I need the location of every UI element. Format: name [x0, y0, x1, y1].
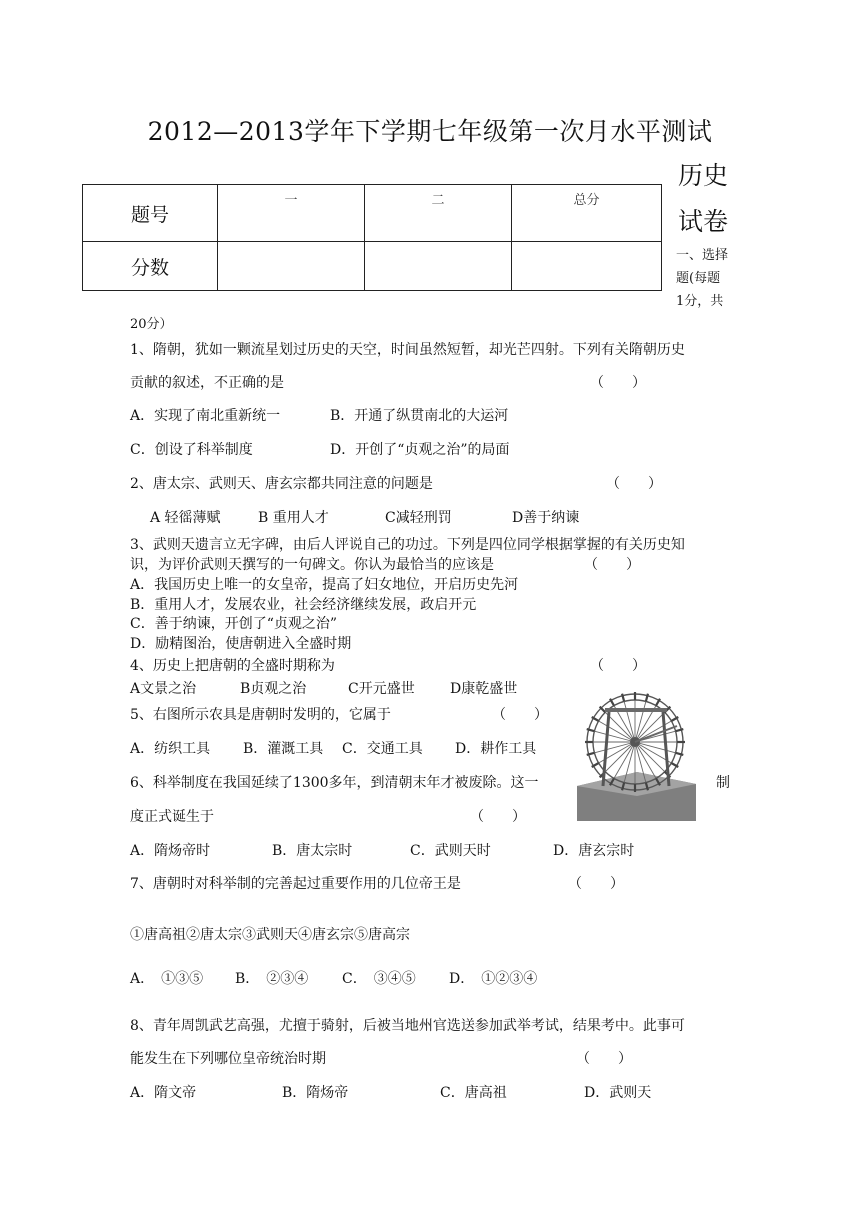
q4-option-c: C开元盛世	[348, 681, 415, 697]
q7-option-d: D． ①②③④	[449, 971, 538, 987]
q5-option-b: B．灌溉工具	[243, 741, 324, 757]
q3-option-d: D．励精图治，使唐朝进入全盛时期	[130, 636, 352, 652]
q5-stem: 5、右图所示农具是唐朝时发明的，它属于	[130, 707, 391, 723]
score-table	[82, 184, 662, 291]
q6-option-b: B．唐太宗时	[272, 843, 353, 859]
q4-stem: 4、历史上把唐朝的全盛时期称为	[130, 658, 335, 674]
q1-option-b: B．开通了纵贯南北的大运河	[330, 408, 509, 424]
q2-option-b: B 重用人才	[258, 510, 329, 526]
col-header-part2: 二	[365, 185, 512, 242]
section-header-line4: 20分）	[130, 317, 173, 332]
q1-option-a: A．实现了南北重新统一	[130, 408, 281, 424]
q8-answer-paren: （ ）	[576, 1051, 632, 1067]
q5-option-c: C．交通工具	[342, 741, 423, 757]
q1-option-c: C．创设了科举制度	[130, 442, 253, 458]
q8-option-b: B．隋炀帝	[282, 1085, 349, 1101]
q4-answer-paren: （ ）	[590, 658, 646, 674]
q6-stem-tail: 制	[716, 775, 730, 791]
q2-answer-paren: （ ）	[606, 476, 662, 492]
q3-option-b: B．重用人才，发展农业，社会经济继续发展，政启开元	[130, 597, 477, 613]
subject-title-line1: 历史	[678, 161, 729, 190]
q7-option-b: B． ②③④	[235, 971, 309, 987]
q7-items: ①唐高祖②唐太宗③武则天④唐玄宗⑤唐高宗	[130, 927, 410, 943]
q3-option-c: C．善于纳谏，开创了“贞观之治”	[130, 616, 338, 632]
q2-option-a: A 轻徭薄赋	[150, 510, 221, 526]
q3-option-a: A．我国历史上唯一的女皇帝，提高了妇女地位，开启历史先河	[130, 577, 519, 593]
q7-option-c: C． ③④⑤	[342, 971, 416, 987]
score-cell-part2[interactable]	[365, 242, 512, 291]
q1-stem-line2: 贡献的叙述，不正确的是	[130, 375, 284, 391]
q8-option-c: C．唐高祖	[440, 1085, 507, 1101]
q6-option-a: A．隋炀帝时	[130, 843, 211, 859]
q4-option-a: A文景之治	[130, 681, 197, 697]
q1-answer-paren: （ ）	[590, 375, 646, 391]
q6-option-c: C．武则天时	[410, 843, 491, 859]
q6-answer-paren: （ ）	[470, 809, 526, 825]
q2-option-d: D善于纳谏	[512, 510, 580, 526]
row-label-score: 分数	[83, 242, 218, 291]
q6-option-d: D．唐玄宗时	[553, 843, 635, 859]
q6-stem-line2: 度正式诞生于	[130, 809, 214, 825]
q4-option-b: B贞观之治	[240, 681, 307, 697]
q8-option-d: D．武则天	[584, 1085, 652, 1101]
page-title: 2012—2013学年下学期七年级第一次月水平测试	[147, 117, 713, 146]
q5-option-d: D．耕作工具	[455, 741, 537, 757]
section-header-line1: 一、选择	[676, 248, 729, 263]
q3-stem-line2: 识，为评价武则天撰写的一句碑文。你认为最恰当的应该是	[130, 557, 494, 573]
q1-option-d: D．开创了“贞观之治”的局面	[330, 442, 510, 458]
q8-stem-line2: 能发生在下列哪位皇帝统治时期	[130, 1051, 326, 1067]
q7-option-a: A． ①③⑤	[130, 971, 204, 987]
subject-title-line2: 试卷	[678, 207, 729, 236]
row-label-question-number: 题号	[83, 185, 218, 242]
score-table-header-row	[83, 185, 662, 242]
q4-option-d: D康乾盛世	[450, 681, 518, 697]
q3-stem-line1: 3、武则天遗言立无字碑，由后人评说自己的功过。下列是四位同学根据掌握的有关历史知	[130, 537, 685, 553]
col-header-part1: 一	[218, 185, 365, 242]
waterwheel-picture	[577, 686, 696, 821]
col-header-total: 总分	[512, 185, 662, 242]
q6-stem-line1: 6、科举制度在我国延续了1300多年，到清朝末年才被废除。这一	[130, 775, 539, 791]
q2-stem: 2、唐太宗、武则天、唐玄宗都共同注意的问题是	[130, 476, 433, 492]
q5-answer-paren: （ ）	[492, 707, 548, 723]
q7-stem: 7、唐朝时对科举制的完善起过重要作用的几位帝王是	[130, 876, 461, 892]
q8-stem-line1: 8、青年周凯武艺高强，尤擅于骑射，后被当地州官选送参加武举考试，结果考中。此事可	[130, 1018, 685, 1034]
score-cell-part1[interactable]	[218, 242, 365, 291]
score-table-score-row	[83, 242, 662, 291]
q5-option-a: A．纺织工具	[130, 741, 211, 757]
section-header-line3: 1分，共	[676, 294, 724, 309]
q7-answer-paren: （ ）	[568, 876, 624, 892]
q2-option-c: C减轻刑罚	[385, 510, 452, 526]
score-cell-total[interactable]	[512, 242, 662, 291]
q1-stem-line1: 1、隋朝，犹如一颗流星划过历史的天空，时间虽然短暂，却光芒四射。下列有关隋朝历史	[130, 342, 685, 358]
section-header-line2: 题(每题	[676, 271, 721, 286]
q8-option-a: A．隋文帝	[130, 1085, 197, 1101]
q3-answer-paren: （ ）	[584, 557, 640, 573]
